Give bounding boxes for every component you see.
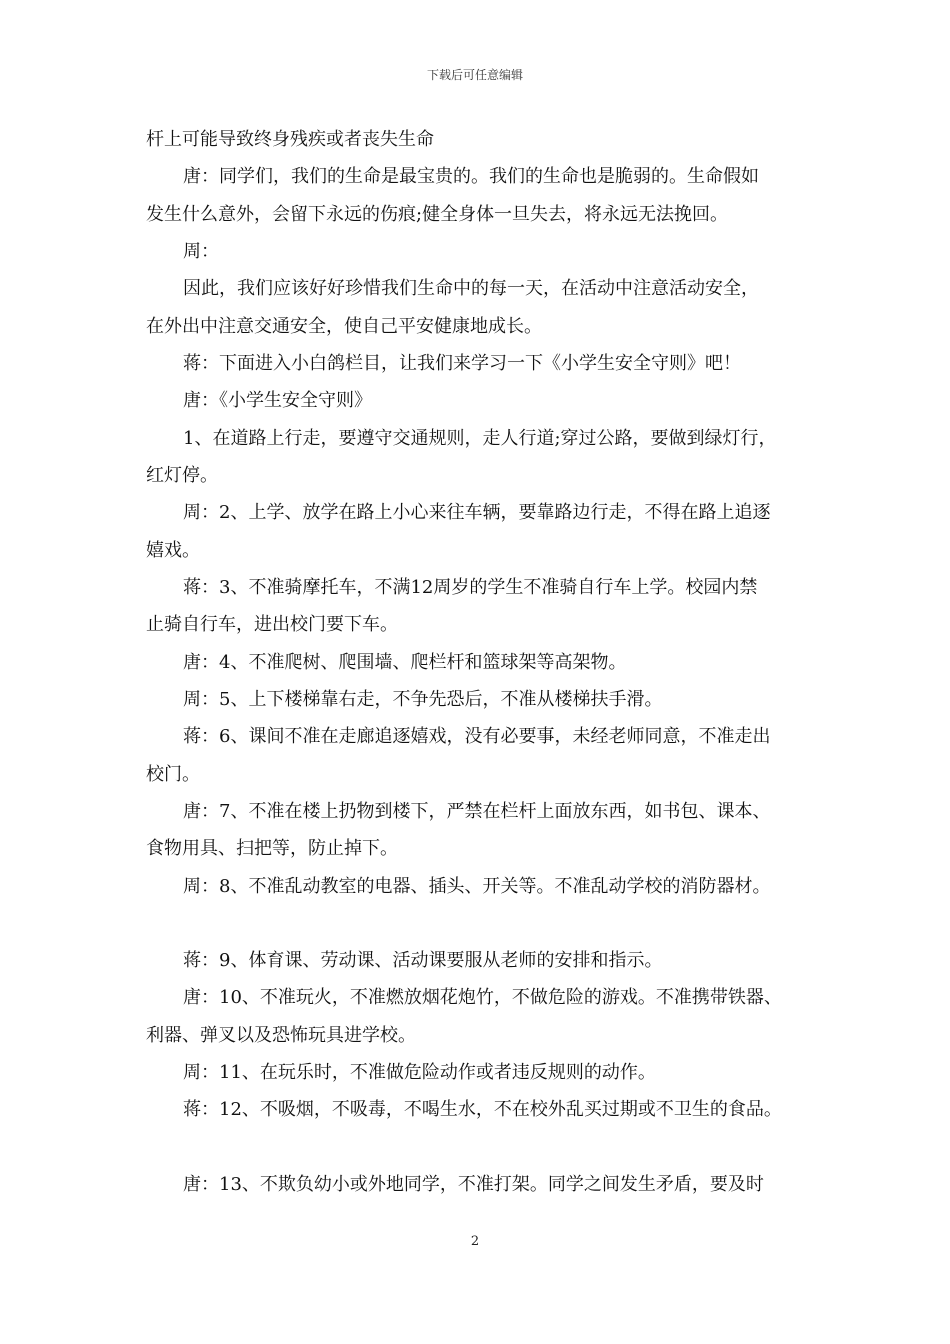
text-line: 唐：《小学生安全守则》 (183, 390, 372, 411)
text-line: 周：8、不准乱动教室的电器、插头、开关等。不准乱动学校的消防器材。 (183, 876, 771, 897)
text-line: 唐：同学们，我们的生命是最宝贵的。我们的生命也是脆弱的。生命假如 (183, 166, 759, 187)
text-line: 杆上可能导致终身残疾或者丧失生命 (146, 129, 434, 150)
text-line: 蒋：12、不吸烟，不吸毒，不喝生水，不在校外乱买过期或不卫生的食品。 (183, 1099, 782, 1120)
text-line: 唐：4、不准爬树、爬围墙、爬栏杆和篮球架等高架物。 (183, 652, 627, 673)
text-line: 1、在道路上行走，要遵守交通规则，走人行道;穿过公路，要做到绿灯行， (183, 428, 777, 449)
text-line: 校门。 (146, 764, 200, 785)
text-line: 蒋：下面进入小白鸽栏目，让我们来学习一下《小学生安全守则》吧！ (183, 353, 741, 374)
page-number: 2 (470, 1234, 480, 1249)
text-line: 周：11、在玩乐时，不准做危险动作或者违反规则的动作。 (183, 1062, 656, 1083)
text-line: 因此，我们应该好好珍惜我们生命中的每一天，在活动中注意活动安全， (183, 278, 759, 299)
text-line: 蒋：3、不准骑摩托车，不满12周岁的学生不准骑自行车上学。校园内禁 (183, 577, 758, 598)
text-line: 红灯停。 (146, 465, 218, 486)
text-line: 周：5、上下楼梯靠右走，不争先恐后，不准从楼梯扶手滑。 (183, 689, 663, 710)
page-header: 下载后可任意编辑 (426, 68, 523, 82)
text-line: 发生什么意外，会留下永远的伤痕;健全身体一旦失去，将永远无法挽回。 (146, 204, 729, 225)
text-line: 蒋：6、课间不准在走廊追逐嬉戏，没有必要事，未经老师同意，不准走出 (183, 726, 771, 747)
text-line: 唐：13、不欺负幼小或外地同学，不准打架。同学之间发生矛盾，要及时 (183, 1174, 764, 1195)
text-line: 在外出中注意交通安全，使自己平安健康地成长。 (146, 316, 542, 337)
text-line: 嬉戏。 (146, 540, 200, 561)
text-line: 唐：10、不准玩火，不准燃放烟花炮竹，不做危险的游戏。不准携带铁器、 (183, 987, 782, 1008)
text-line: 利器、弹叉以及恐怖玩具进学校。 (146, 1025, 416, 1046)
text-line: 蒋：9、体育课、劳动课、活动课要服从老师的安排和指示。 (183, 950, 663, 971)
text-line: 周： (183, 241, 219, 262)
text-line: 食物用具、扫把等，防止掉下。 (146, 838, 398, 859)
text-line: 周：2、上学、放学在路上小心来往车辆，要靠路边行走，不得在路上追逐 (183, 502, 771, 523)
text-line: 止骑自行车，进出校门要下车。 (146, 614, 398, 635)
text-line: 唐：7、不准在楼上扔物到楼下，严禁在栏杆上面放东西，如书包、课本、 (183, 801, 771, 822)
